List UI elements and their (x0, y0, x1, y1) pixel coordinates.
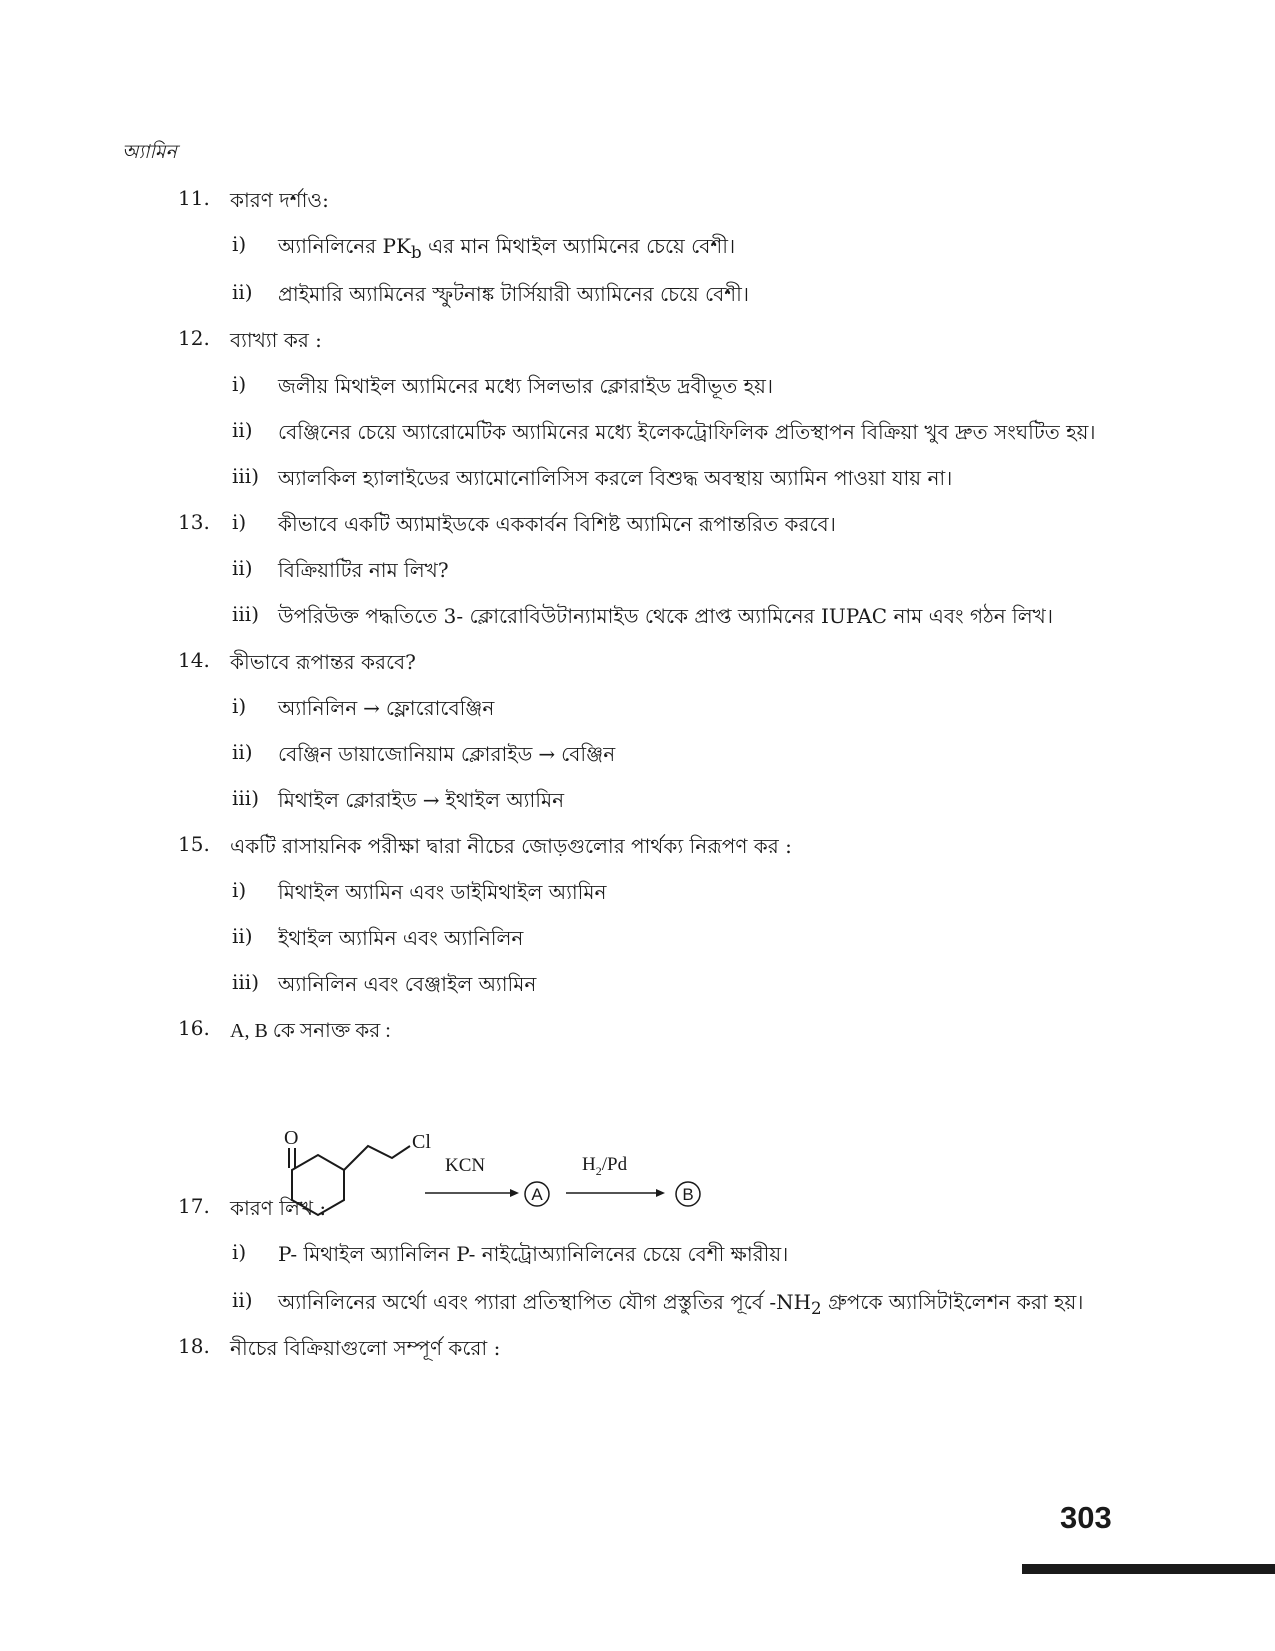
question-number: 12. (178, 326, 210, 350)
item-numeral: ii) (232, 418, 253, 442)
chapter-header: অ্যামিন (122, 141, 177, 163)
item-numeral: i) (232, 878, 247, 902)
item-text: বেঞ্জিনের চেয়ে অ্যারোমেটিক অ্যামিনের মধ্যে ইলেকট্রোফিলিক প্রতিস্থাপন বিক্রিয়া খুব দ্রুত সংঘটিত হয়। (278, 420, 1096, 444)
item-numeral: iii) (232, 602, 259, 626)
item-numeral: ii) (232, 740, 253, 764)
arrow-head-icon (510, 1189, 519, 1197)
question-text: A, B কে সনাক্ত কর : (230, 1020, 391, 1042)
item-text: অ্যানিলিন এবং বেঞ্জাইল অ্যামিন (278, 972, 537, 996)
question-text: ব্যাখ্যা কর : (230, 328, 322, 352)
side-chain (344, 1146, 410, 1170)
question-text: নীচের বিক্রিয়াগুলো সম্পূর্ণ করো : (230, 1336, 501, 1360)
item-numeral: i) (232, 232, 247, 256)
item-text: ইথাইল অ্যামিন এবং অ্যানিলিন (278, 926, 524, 950)
item-text: উপরিউক্ত পদ্ধতিতে 3- ক্লোরোবিউটান্যামাইড থেকে প্রাপ্ত অ্যামিনের IUPAC নাম এবং গঠন লিখ। (278, 604, 1053, 628)
item-numeral: ii) (232, 556, 253, 580)
item-numeral: i) (232, 694, 247, 718)
item-numeral: iii) (232, 786, 259, 810)
right-arrow-icon: → (422, 788, 440, 812)
item-numeral: ii) (232, 1288, 253, 1312)
question-number: 11. (178, 186, 210, 210)
oxygen-label: O (284, 1127, 299, 1149)
item-numeral: i) (232, 372, 247, 396)
item-text: মিথাইল ক্লোরাইড → ইথাইল অ্যামিন (278, 788, 565, 812)
question-text: একটি রাসায়নিক পরীক্ষা দ্বারা নীচের জোড়গুলোর পার্থক্য নিরূপণ কর : (230, 834, 792, 858)
item-text: P- মিথাইল অ্যানিলিন P- নাইট্রোঅ্যানিলিনের চেয়ে বেশী ক্ষারীয়। (278, 1242, 789, 1266)
item-text: বিক্রিয়াটির নাম লিখ? (278, 558, 449, 582)
item-text: কীভাবে একটি অ্যামাইডকে এককার্বন বিশিষ্ট অ্যামিনে রূপান্তরিত করবে। (278, 512, 836, 536)
question-number: 14. (178, 648, 210, 672)
reaction-scheme (270, 1118, 770, 1238)
question-number: 13. (178, 510, 210, 534)
product-b-label: B (682, 1185, 694, 1204)
item-text: অ্যানিলিনের $PK_b$ এর মান মিথাইল অ্যামিনের চেয়ে বেশী। (278, 234, 736, 262)
item-text: মিথাইল অ্যামিন এবং ডাইমিথাইল অ্যামিন (278, 880, 607, 904)
arrow-head-icon (656, 1189, 665, 1197)
reagent-h2-pd: $H_2/Pd$ (582, 1154, 628, 1178)
question-number: 18. (178, 1334, 210, 1358)
item-text: বেঞ্জিন ডায়াজোনিয়াম ক্লোরাইড → বেঞ্জিন (278, 742, 616, 766)
item-numeral: iii) (232, 970, 259, 994)
item-numeral: iii) (232, 464, 259, 488)
item-text: অ্যানিলিন → ফ্লোরোবেঞ্জিন (278, 696, 495, 720)
right-arrow-icon: → (363, 696, 380, 720)
question-text: কীভাবে রূপান্তর করবে? (230, 650, 416, 674)
question-number: 15. (178, 832, 210, 856)
question-text: কারণ দর্শাও: (230, 188, 329, 212)
question-number: 17. (178, 1194, 210, 1218)
item-numeral: i) (232, 1240, 247, 1264)
item-text: প্রাইমারি অ্যামিনের স্ফুটনাঙ্ক টার্সিয়ারী অ্যামিনের চেয়ে বেশী। (278, 282, 749, 306)
page-number: 303 (1060, 1500, 1112, 1535)
chlorine-label: Cl (412, 1131, 431, 1153)
item-numeral: ii) (232, 280, 253, 304)
reagent-kcn: KCN (445, 1155, 486, 1176)
item-text: জলীয় মিথাইল অ্যামিনের মধ্যে সিলভার ক্লোরাইড দ্রবীভূত হয়। (278, 374, 774, 398)
item-numeral: ii) (232, 924, 253, 948)
right-arrow-icon: → (538, 742, 556, 766)
question-number: 16. (178, 1016, 210, 1040)
product-a-label: A (531, 1185, 543, 1204)
item-text: অ্যালকিল হ্যালাইডের অ্যামোনোলিসিস করলে বিশুদ্ধ অবস্থায় অ্যামিন পাওয়া যায় না। (278, 466, 953, 490)
item-text: অ্যানিলিনের অর্থো এবং প্যারা প্রতিস্থাপিত যৌগ প্রস্তুতির পূর্বে $-NH_2$ গ্রুপকে অ্যাসিটাইলেশন করা হয়। (278, 1290, 1084, 1318)
footer-rule (1022, 1564, 1275, 1574)
question-text: কারণ লিখ : (230, 1196, 327, 1220)
item-numeral: i) (232, 510, 247, 534)
